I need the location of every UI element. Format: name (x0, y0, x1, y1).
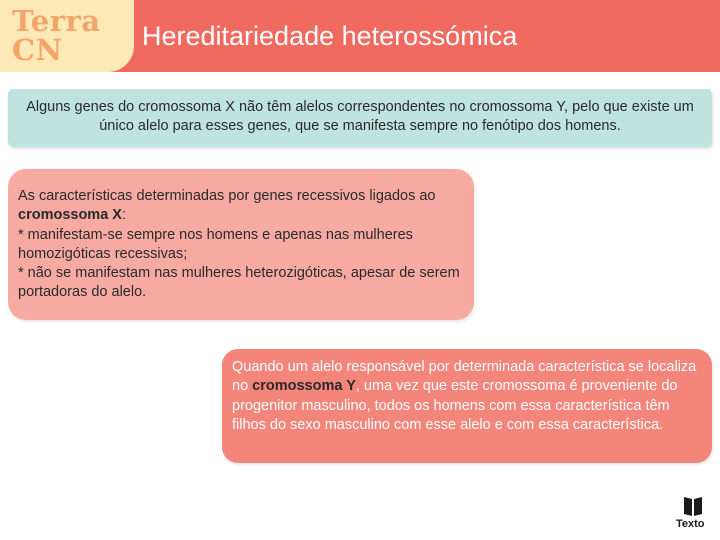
box-x-text-before: As características determinadas por genes recessivos ligados ao (18, 188, 436, 204)
box-x-bold-term: cromossoma X (18, 207, 122, 224)
box-y-bold-term: cromossoma Y (252, 378, 356, 395)
publisher-label: Texto (676, 518, 705, 530)
intro-box (8, 89, 712, 147)
intro-text: Alguns genes do cromossoma X não têm alelos correspondentes no cromossoma Y, pelo que existe um único alelo para esses genes, que se manifesta sempre no fenótipo dos homens. (26, 99, 694, 134)
box-x-line-3: * não se manifestam nas mulheres heterozigóticas, apesar de serem portadoras do alelo. (18, 265, 460, 301)
box-x-text-after: : (121, 207, 126, 224)
logo-line-2: CN (12, 33, 63, 67)
page-title: Hereditariedade heterossómica (142, 21, 518, 51)
x-linked-box (8, 169, 474, 320)
y-linked-box (222, 349, 712, 463)
terra-cn-logo (0, 0, 134, 72)
box-x-line-2: * manifestam-se sempre nos homens e apenas nas mulheres homozigóticas recessivas; (18, 226, 413, 262)
box-y-text-after: , uma vez que este cromossoma é proveniente do progenitor masculino, todos os homens com essa característica têm filhos do sexo masculino com esse alelo e com essa característica. (232, 378, 678, 433)
logo-line-1: Terra (12, 4, 101, 38)
box-y-text-before: Quando um alelo responsável por determinada característica se localiza no (232, 359, 697, 395)
